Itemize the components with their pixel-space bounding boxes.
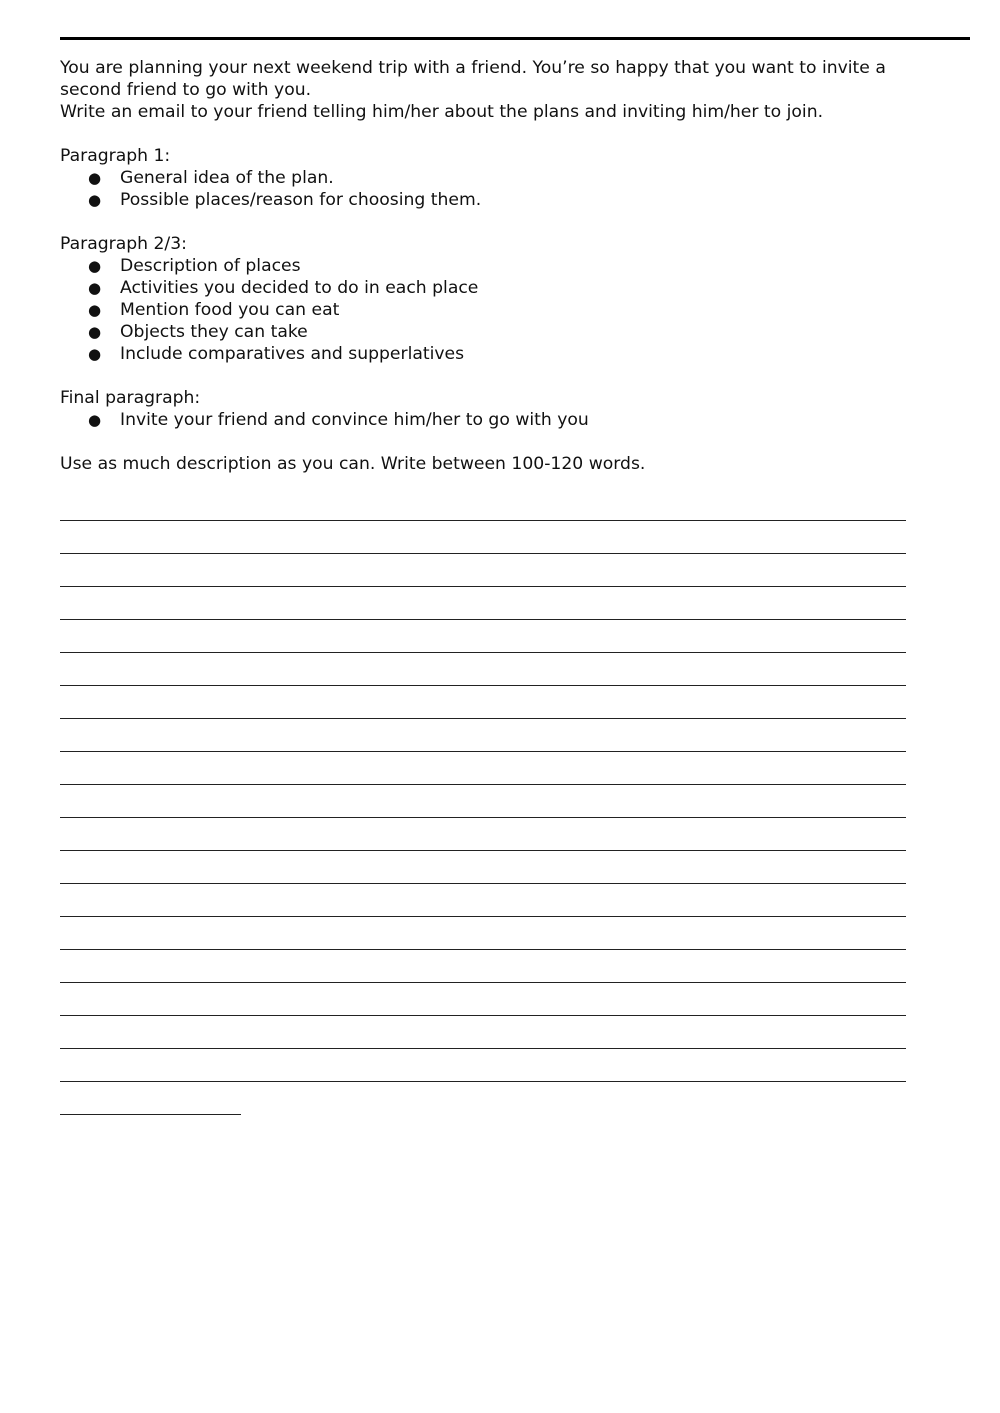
writing-line[interactable] (60, 817, 906, 818)
list-item: ● Mention food you can eat (88, 300, 340, 320)
bullet-icon: ● (88, 345, 102, 363)
writing-line-short[interactable] (60, 1114, 241, 1115)
intro-text-1: You are planning your next weekend trip with a friend. You’re so happy that you want to invite a second friend to go with you. (60, 58, 886, 100)
writing-line[interactable] (60, 883, 906, 884)
writing-line[interactable] (60, 949, 906, 950)
section-heading-final-paragraph: Final paragraph: (60, 388, 201, 408)
list-item: ● Objects they can take (88, 322, 308, 342)
section-heading-paragraph-1: Paragraph 1: (60, 146, 171, 166)
top-divider (60, 37, 970, 40)
writing-line[interactable] (60, 619, 906, 620)
intro-text-2: Write an email to your friend telling him/her about the plans and inviting him/her to join. (60, 102, 824, 122)
writing-line[interactable] (60, 784, 906, 785)
word-count-instruction: Use as much description as you can. Write between 100-120 words. (60, 454, 646, 474)
writing-area[interactable] (60, 520, 906, 1147)
list-item: ● Description of places (88, 256, 301, 276)
list-item: ● Possible places/reason for choosing them. (88, 190, 482, 210)
writing-line[interactable] (60, 718, 906, 719)
list-item: ● Activities you decided to do in each place (88, 278, 479, 298)
writing-line[interactable] (60, 982, 906, 983)
writing-line[interactable] (60, 850, 906, 851)
writing-line[interactable] (60, 751, 906, 752)
bullet-icon: ● (88, 279, 102, 297)
paragraph-1-list (60, 167, 940, 211)
bullet-icon: ● (88, 191, 102, 209)
section-heading-paragraph-2-3: Paragraph 2/3: (60, 234, 187, 254)
final-paragraph-list (60, 409, 940, 431)
writing-line[interactable] (60, 1048, 906, 1049)
bullet-icon: ● (88, 301, 102, 319)
writing-line[interactable] (60, 553, 906, 554)
writing-line[interactable] (60, 685, 906, 686)
worksheet-instructions (60, 57, 940, 475)
bullet-icon: ● (88, 411, 102, 429)
writing-line[interactable] (60, 652, 906, 653)
bullet-icon: ● (88, 323, 102, 341)
paragraph-2-3-list (60, 255, 940, 365)
writing-line[interactable] (60, 1081, 906, 1082)
list-item: ● Invite your friend and convince him/her to go with you (88, 410, 589, 430)
writing-line[interactable] (60, 586, 906, 587)
writing-line[interactable] (60, 520, 906, 521)
list-item: ● General idea of the plan. (88, 168, 334, 188)
writing-line[interactable] (60, 1015, 906, 1016)
bullet-icon: ● (88, 257, 102, 275)
bullet-icon: ● (88, 169, 102, 187)
list-item: ● Include comparatives and supperlatives (88, 344, 465, 364)
writing-line[interactable] (60, 916, 906, 917)
